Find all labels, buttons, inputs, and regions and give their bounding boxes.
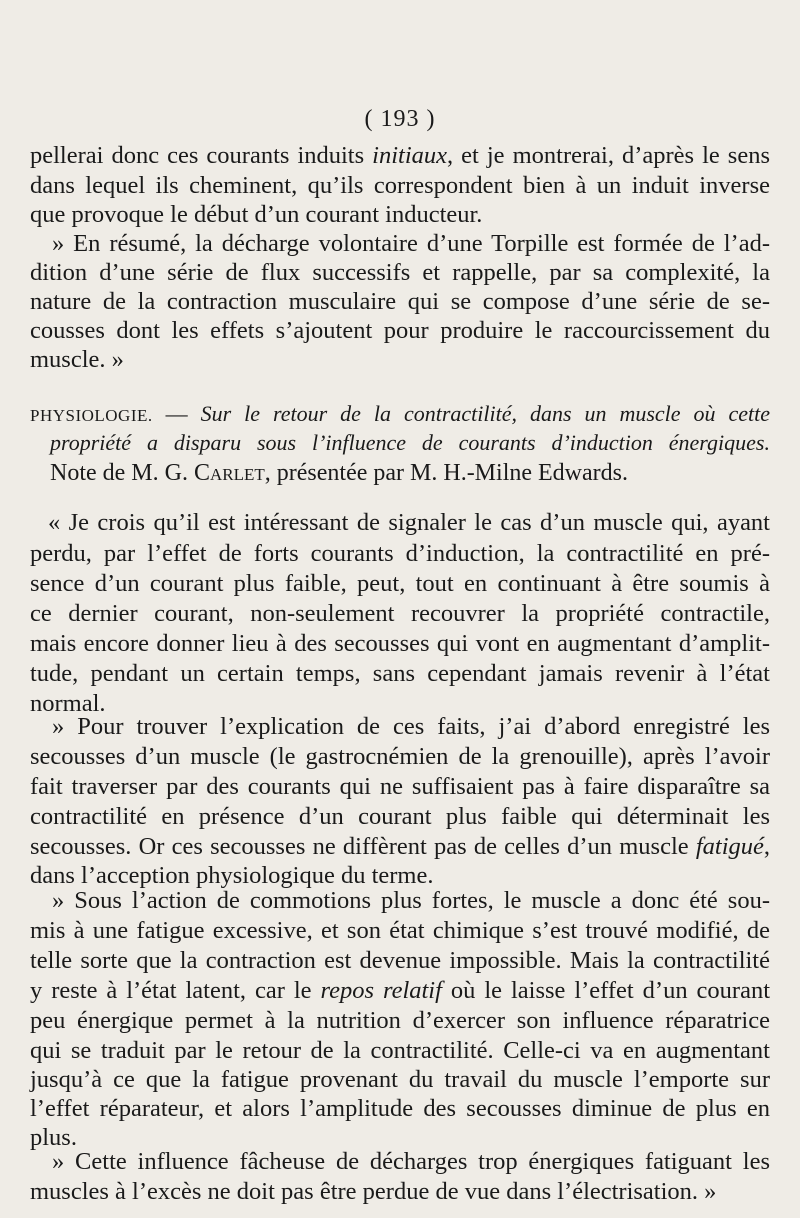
text-line [30, 141, 770, 171]
text-line: peu énergique permet à la nutrition d’exercer son influence réparatrice [30, 1007, 770, 1034]
text-line: contractilité en présence d’un courant plus faible qui déterminait les [30, 803, 770, 830]
heading-dash: — [152, 401, 201, 426]
page-number: ( 193 ) [364, 106, 436, 132]
text-line: » En résumé, la décharge volontaire d’une Torpille est formée de l’ad- [52, 230, 770, 257]
rubric-label: PHYSIOLOGIE. [30, 406, 153, 425]
text-line: muscles à l’excès ne doit pas être perdue de vue dans l’électrisation. » [30, 1178, 717, 1205]
text-line [30, 976, 770, 1006]
author-name: Carlet [193, 460, 265, 486]
note-attribution [30, 458, 770, 488]
italic-term: repos relatif [320, 977, 442, 1004]
italic-term: fatigué [695, 833, 764, 860]
heading-line-1 [30, 400, 770, 429]
text-line: jusqu’à ce que la fatigue provenant du travail du muscle l’emporte sur [30, 1066, 770, 1093]
italic-term: initiaux [372, 142, 448, 169]
text-line: « Je crois qu’il est intéressant de signaler le cas d’un muscle qui, ayant [48, 509, 770, 536]
text-span: y reste à l’état latent, car le [30, 977, 321, 1004]
text-line: muscle. » [30, 346, 124, 373]
text-line: cousses dont les effets s’ajoutent pour produire le raccourcissement du [30, 317, 770, 344]
text-line: dans lequel ils cheminent, qu’ils correspondent bien à un induit inverse [30, 172, 770, 199]
text-span: pellerai donc ces courants induits [30, 142, 373, 169]
text-line: dans l’acception physiologique du terme. [30, 862, 434, 889]
text-line: » Cette influence fâcheuse de décharges trop énergiques fatiguant les [52, 1148, 770, 1175]
text-span: , [763, 833, 770, 860]
text-line: ce dernier courant, non-seulement recouvrer la propriété contractile, [30, 600, 770, 627]
heading-title-2: propriété a disparu sous l’influence de courants d’induction énergiques. [50, 430, 770, 455]
text-span: , et je montrerai, d’après le sens [447, 142, 770, 169]
text-line: fait traverser par des courants qui ne suffisaient pas à faire disparaître sa [30, 773, 770, 800]
text-span: où le laisse l’effet d’un courant [441, 977, 770, 1004]
text-line: que provoque le début d’un courant inducteur. [30, 201, 483, 228]
heading-title-1: Sur le retour de la contractilité, dans un muscle où cette [200, 401, 771, 426]
text-line: » Sous l’action de commotions plus fortes, le muscle a donc été sou- [52, 887, 770, 914]
text-line: tude, pendant un certain temps, sans cependant jamais revenir à l’état [30, 660, 770, 687]
text-line: secousses d’un muscle (le gastrocnémien de la grenouille), après l’avoir [30, 743, 770, 770]
text-line: » Pour trouver l’explication de ces faits, j’ai d’abord enregistré les [52, 713, 770, 740]
note-suffix: , présentée par M. H.-Milne Edwards. [264, 460, 628, 486]
text-line: mais encore donner lieu à des secousses qui vont en augmentant d’amplit- [30, 630, 770, 657]
text-span: secousses. Or ces secousses ne diffèrent pas de celles d’un muscle [30, 833, 696, 860]
text-line [30, 832, 770, 862]
text-line: sence d’un courant plus faible, peut, tout en continuant à être soumis à [30, 570, 770, 597]
text-line: telle sorte que la contraction est devenue impossible. Mais la contractilité [30, 947, 770, 974]
text-line: normal. [30, 690, 106, 717]
text-line: mis à une fatigue excessive, et son état chimique s’est trouvé modifié, de [30, 917, 770, 944]
text-line: l’effet réparateur, et alors l’amplitude des secousses diminue de plus en [30, 1095, 770, 1122]
text-line: perdu, par l’effet de forts courants d’induction, la contractilité en pré- [30, 540, 770, 567]
text-line: qui se traduit par le retour de la contractilité. Celle-ci va en augmentant [30, 1037, 770, 1064]
text-line: plus. [30, 1124, 77, 1151]
note-prefix: Note de M. G. [50, 460, 194, 486]
section-heading [30, 400, 770, 488]
text-line: dition d’une série de flux successifs et rappelle, par sa complexité, la [30, 259, 770, 286]
text-line: nature de la contraction musculaire qui se compose d’une série de se- [30, 288, 770, 315]
